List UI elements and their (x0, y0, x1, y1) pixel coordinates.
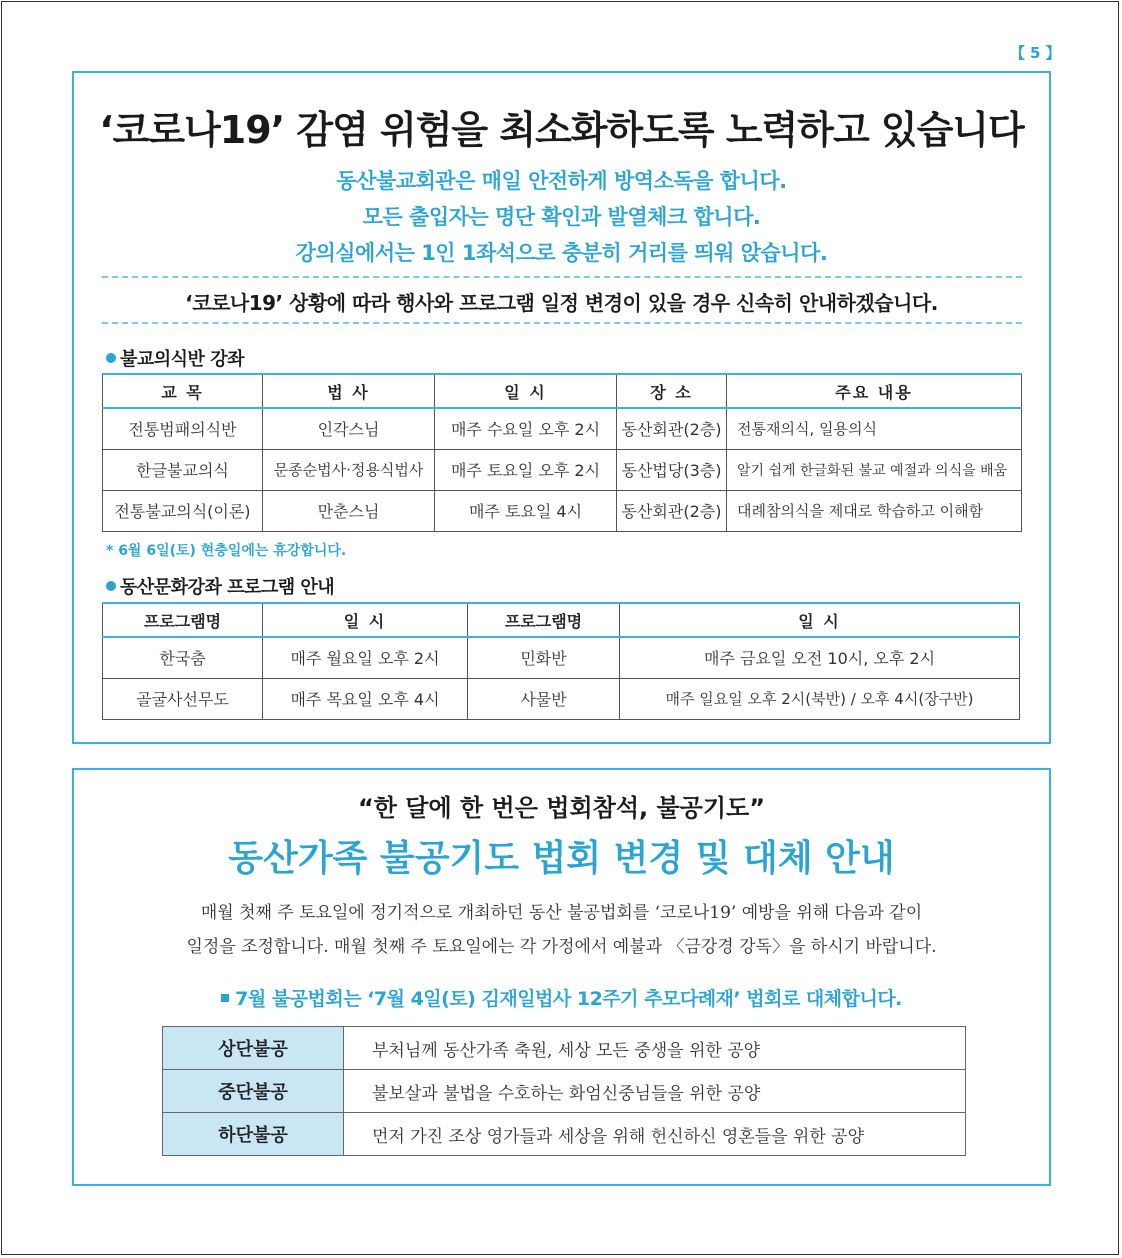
table-row (103, 637, 1020, 678)
table-cell: 전통재의식, 일용의식 (727, 408, 1022, 449)
table-cell: 한국춤 (103, 637, 263, 678)
bullet-icon (106, 581, 116, 591)
section-title-culture (106, 573, 334, 599)
col-header: 주요 내용 (727, 374, 1022, 408)
page-number (1010, 42, 1061, 63)
offering-desc: 부처님께 동산가족 축원, 세상 모든 중생을 위한 공양 (344, 1027, 966, 1070)
table-row (163, 1070, 966, 1113)
col-header: 프로그램명 (103, 603, 263, 637)
table-cell: 알기 쉽게 한글화된 불교 예절과 의식을 배움 (727, 449, 1022, 490)
col-header: 교 목 (103, 374, 263, 408)
paragraph-line-1: 매월 첫째 주 토요일에 정기적으로 개최하던 동산 불공법회를 ‘코로나19’ 예방을 위해 다음과 같이 (200, 903, 923, 923)
table-row (163, 1113, 966, 1156)
table-row (163, 1027, 966, 1070)
square-bullet-icon (221, 994, 229, 1002)
col-header: 일 시 (263, 603, 468, 637)
table-cell: 문종순법사·정용식법사 (263, 449, 435, 490)
col-header: 일 시 (620, 603, 1020, 637)
covid-line-2: 모든 출입자는 명단 확인과 발열체크 합니다. (362, 205, 761, 229)
table-cell: 동산법당(3층) (617, 449, 727, 490)
bullet-icon (106, 353, 116, 363)
table-cell: 만춘스님 (263, 490, 435, 531)
culture-program-table (102, 602, 1020, 720)
offering-name: 상단불공 (163, 1027, 344, 1070)
covid-title: ‘코로나19’ 감염 위험을 최소화하도록 노력하고 있습니다 (99, 108, 1024, 152)
offering-desc: 불보살과 불법을 수호하는 화엄신중님들을 위한 공양 (344, 1070, 966, 1113)
page-number-value: 5 (1030, 44, 1042, 62)
table-cell: 사물반 (468, 678, 620, 719)
covid-notice-box (72, 71, 1051, 744)
table-cell: 매주 토요일 오후 2시 (435, 449, 617, 490)
table-row (103, 449, 1022, 490)
table-cell: 전통불교의식(이론) (103, 490, 263, 531)
prayer-quote: “한 달에 한 번은 법회참석, 불공기도” (357, 794, 766, 822)
col-header: 일 시 (435, 374, 617, 408)
offering-name: 중단불공 (163, 1070, 344, 1113)
table-cell: 매주 일요일 오후 2시(북반) / 오후 4시(장구반) (620, 678, 1020, 719)
table-cell: 대례참의식을 제대로 학습하고 이해함 (727, 490, 1022, 531)
table-cell: 인각스님 (263, 408, 435, 449)
section-title-ritual (106, 345, 244, 371)
table-cell: 민화반 (468, 637, 620, 678)
bracket-open: 【 (1010, 44, 1027, 62)
divider-bottom (102, 322, 1022, 324)
offering-name: 하단불공 (163, 1113, 344, 1156)
table-row (103, 490, 1022, 531)
table-cell: 매주 토요일 4시 (435, 490, 617, 531)
table-cell: 동산회관(2층) (617, 408, 727, 449)
bracket-close: 】 (1045, 44, 1062, 62)
july-replacement-text: 7월 불공법회는 ‘7월 4일(토) 김재일법사 12주기 추모다례재’ 법회로 대체합니다. (235, 988, 902, 1010)
divider-top (102, 276, 1022, 278)
paragraph-line-2: 일정을 조정합니다. 매월 첫째 주 토요일에는 각 가정에서 예불과 〈금강경 강독〉을 하시기 바랍니다. (186, 937, 937, 957)
covid-line-3: 강의실에서는 1인 1좌석으로 충분히 거리를 띄워 앉습니다. (295, 241, 828, 265)
ritual-class-table (102, 373, 1022, 532)
table-cell: 매주 목요일 오후 4시 (263, 678, 468, 719)
july-replacement-notice (74, 984, 1049, 1011)
table-cell: 매주 수요일 오후 2시 (435, 408, 617, 449)
table-row (103, 678, 1020, 719)
table-row (103, 408, 1022, 449)
prayer-title: 동산가족 불공기도 법회 변경 및 대체 안내 (228, 837, 895, 879)
holiday-footnote: * 6월 6일(토) 현충일에는 휴강합니다. (106, 543, 347, 559)
col-header: 법 사 (263, 374, 435, 408)
table-cell: 골굴사선무도 (103, 678, 263, 719)
schedule-change-notice: ‘코로나19’ 상황에 따라 행사와 프로그램 일정 변경이 있을 경우 신속히 안내하겠습니다. (185, 291, 938, 315)
col-header: 프로그램명 (468, 603, 620, 637)
table-cell: 동산회관(2층) (617, 490, 727, 531)
section-title-culture-text: 동산문화강좌 프로그램 안내 (120, 577, 335, 598)
table-cell: 매주 월요일 오후 2시 (263, 637, 468, 678)
section-title-ritual-text: 불교의식반 강좌 (120, 349, 244, 370)
table-cell: 매주 금요일 오전 10시, 오후 2시 (620, 637, 1020, 678)
offering-table (162, 1026, 966, 1156)
table-cell: 전통범패의식반 (103, 408, 263, 449)
prayer-service-box (72, 768, 1051, 1186)
table-cell: 한글불교의식 (103, 449, 263, 490)
offering-desc: 먼저 가진 조상 영가들과 세상을 위해 헌신하신 영혼들을 위한 공양 (344, 1113, 966, 1156)
col-header: 장 소 (617, 374, 727, 408)
covid-line-1: 동산불교회관은 매일 안전하게 방역소독을 합니다. (336, 169, 787, 193)
